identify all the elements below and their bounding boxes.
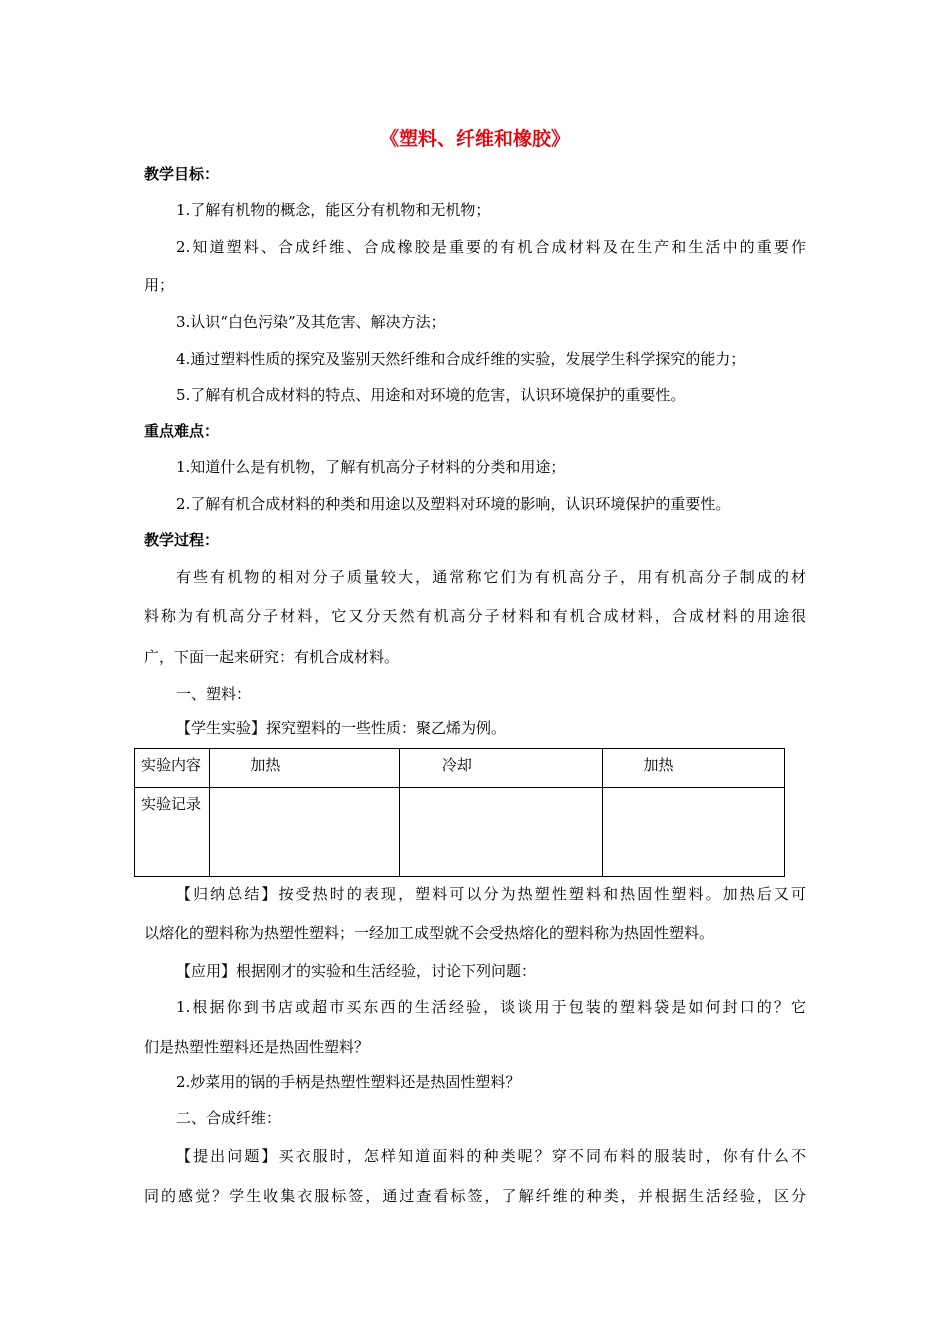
experiment-line: 【学生实验】探究塑料的一些性质：聚乙烯为例。 bbox=[176, 719, 507, 737]
goal-item: 2.知道塑料、合成纤维、合成橡胶是重要的有机合成材料及在生产和生活中的重要作 bbox=[176, 238, 806, 256]
key-item: 1.知道什么是有机物，了解有机高分子材料的分类和用途； bbox=[176, 458, 566, 476]
goal-item-continued: 用； bbox=[144, 276, 175, 294]
key-heading: 重点难点： bbox=[144, 422, 220, 440]
goal-item: 1.了解有机物的概念，能区分有机物和无机物； bbox=[176, 201, 491, 219]
part2-heading: 二、合成纤维： bbox=[176, 1109, 282, 1127]
summary-line: 以熔化的塑料称为热塑性塑料；一经加工成型就不会受热熔化的塑料称为热固性塑料。 bbox=[144, 924, 715, 942]
intro-paragraph-line: 广，下面一起来研究：有机合成材料。 bbox=[144, 648, 400, 666]
goals-heading: 教学目标： bbox=[144, 165, 220, 183]
goal-item: 5.了解有机合成材料的特点、用途和对环境的危害，认识环境保护的重要性。 bbox=[176, 386, 686, 404]
goal-item: 3.认识“白色污染”及其危害、解决方法； bbox=[176, 313, 446, 331]
application-question-line: 1.根据你到书店或超市买东西的生活经验，谈谈用于包装的塑料袋是如何封口的？它 bbox=[176, 998, 806, 1016]
goal-item: 4.通过塑料性质的探究及鉴别天然纤维和合成纤维的实验，发展学生科学探究的能力； bbox=[176, 350, 746, 368]
application-question-line: 们是热塑性塑料还是热固性塑料？ bbox=[144, 1038, 370, 1056]
application-line: 【应用】根据刚才的实验和生活经验，讨论下列问题： bbox=[176, 962, 537, 980]
table-cell: 冷却 bbox=[399, 749, 603, 788]
question-line: 【提出问题】买衣服时，怎样知道面料的种类呢？穿不同布料的服装时，你有什么不 bbox=[176, 1147, 806, 1165]
summary-line: 【归纳总结】按受热时的表现，塑料可以分为热塑性塑料和热固性塑料。加热后又可 bbox=[176, 885, 806, 903]
table-row bbox=[135, 788, 785, 877]
table-cell bbox=[210, 788, 400, 877]
table-cell: 加热 bbox=[603, 749, 785, 788]
application-question-line: 2.炒菜用的锅的手柄是热塑性塑料还是热固性塑料？ bbox=[176, 1073, 521, 1091]
table-row bbox=[135, 749, 785, 788]
table-cell: 加热 bbox=[210, 749, 400, 788]
table-cell bbox=[603, 788, 785, 877]
document-title: 《塑料、纤维和橡胶》 bbox=[379, 128, 570, 150]
experiment-table bbox=[134, 748, 785, 877]
intro-paragraph-line: 有些有机物的相对分子质量较大，通常称它们为有机高分子，用有机高分子制成的材 bbox=[176, 568, 806, 586]
part1-heading: 一、塑料： bbox=[176, 685, 252, 703]
table-cell bbox=[399, 788, 603, 877]
table-cell: 实验记录 bbox=[135, 788, 210, 877]
key-item: 2.了解有机合成材料的种类和用途以及塑料对环境的影响，认识环境保护的重要性。 bbox=[176, 495, 731, 513]
question-line: 同的感觉？学生收集衣服标签，通过查看标签，了解纤维的种类，并根据生活经验，区分 bbox=[144, 1187, 806, 1205]
table-cell: 实验内容 bbox=[135, 749, 210, 788]
intro-paragraph-line: 料称为有机高分子材料，它又分天然有机高分子材料和有机合成材料，合成材料的用途很 bbox=[144, 607, 806, 625]
process-heading: 教学过程： bbox=[144, 531, 220, 549]
